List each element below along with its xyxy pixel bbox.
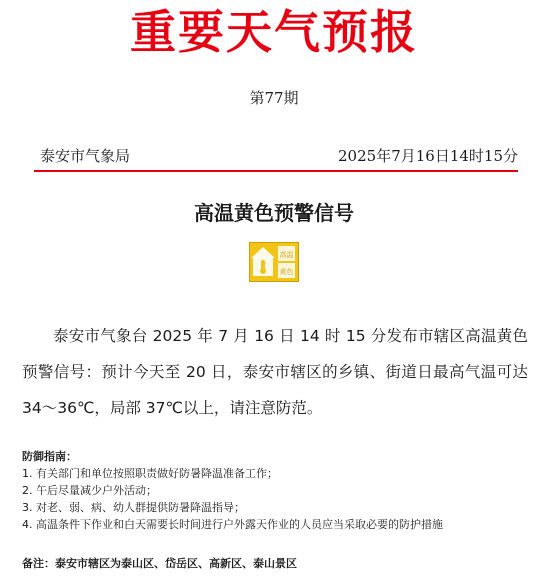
masthead-title: 重要天气预报 xyxy=(130,5,418,59)
high-temperature-yellow-warning-icon xyxy=(249,242,299,282)
header-divider xyxy=(34,170,518,172)
warning-icon-top-label: 高温 xyxy=(279,251,294,259)
guidance-section xyxy=(22,448,542,533)
issuing-agency: 泰安市气象局 xyxy=(40,147,131,165)
remark-note: 备注：泰安市辖区为泰山区、岱岳区、高新区、泰山景区 xyxy=(22,557,297,570)
announcement-text: 泰安市气象台 2025 年 7 月 16 日 14 时 15 分发布市辖区高温黄色预警信号：预计今天至 20 日，泰安市辖区的乡镇、街道日最高气温可达 34～36℃，局部 37℃以上，请注意防范。 xyxy=(22,327,528,417)
issue-number: 第77期 xyxy=(249,89,299,107)
document-title: 高温黄色预警信号 xyxy=(194,201,354,225)
warning-icon-bottom-label: 黄色 xyxy=(279,268,294,276)
guidance-item: 3. 对老、弱、病、幼人群提供防暑降温指导； xyxy=(22,501,245,514)
guidance-item: 1. 有关部门和单位按照职责做好防暑降温准备工作； xyxy=(22,467,278,480)
guidance-list xyxy=(22,465,542,533)
guidance-title: 防御指南： xyxy=(22,450,77,463)
guidance-item: 4. 高温条件下作业和白天需要长时间进行户外露天作业的人员应当采取必要的防护措施 xyxy=(22,518,443,531)
issue-datetime: 2025年7月16日14时15分 xyxy=(338,147,518,165)
guidance-item: 2. 午后尽量减少户外活动； xyxy=(22,484,157,497)
